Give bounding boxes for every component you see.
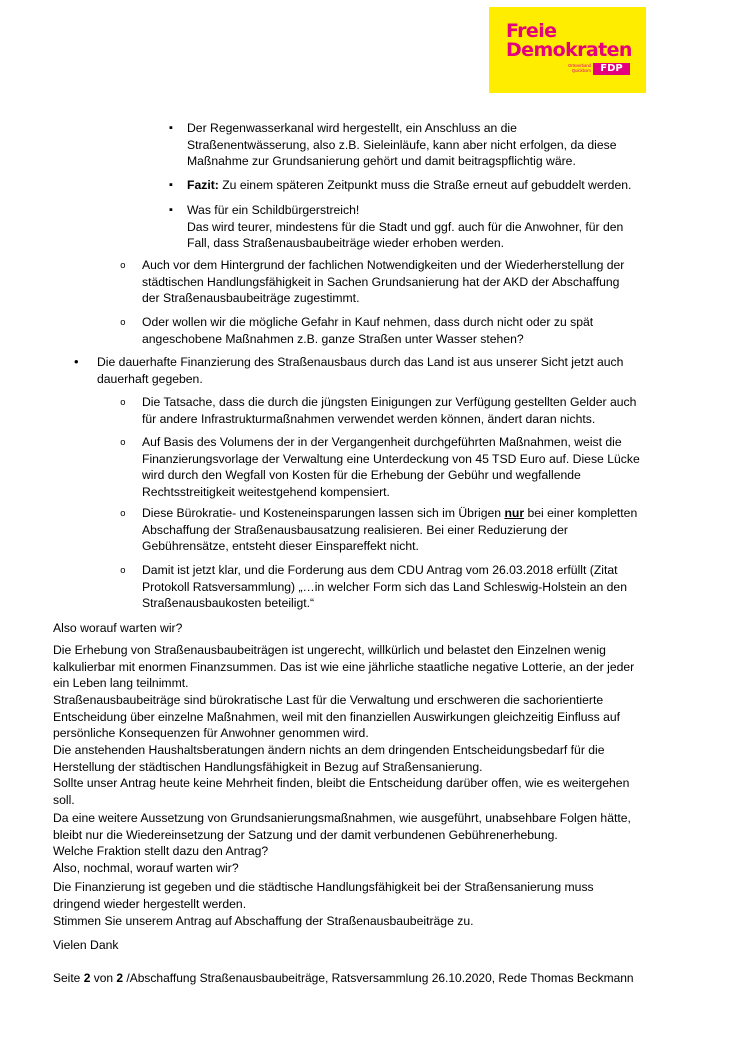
bullet-item: o Die Tatsache, dass die durch die jüngsten Einigungen zur Verfügung gestellten Gelder auch für andere Infrastrukturmaßnahmen verwendet werden können, ändert daran nichts. — [142, 394, 636, 427]
page-footer: Seite 2 von 2 /Abschaffung Straßenausbaubeiträge, Ratsversammlung 26.10.2020, Rede Thomas Beckmann — [53, 971, 634, 985]
logo-subtitle: Ortsverband Quickborn — [567, 63, 591, 73]
bullet-item: o Auch vor dem Hintergrund der fachlichen Notwendigkeiten und der Wiederherstellung der städtischen Handlungsfähigkeit in Sachen Grundsanierung hat der AKD der Abschaffung der Straßenausbaubeiträge zugestimmt. — [142, 257, 624, 307]
paragraph: Die Finanzierung ist gegeben und die städtische Handlungsfähigkeit bei der Straßensanierung muss dringend wieder hergestellt werden. — [53, 880, 594, 911]
bullet-item: ▪ Fazit: Zu einem späteren Zeitpunkt muss die Straße erneut auf gebuddelt werden. — [187, 177, 631, 194]
paragraph: Straßenausbaubeiträge sind bürokratische Last für die Verwaltung und erschweren die sachorientierte Entscheidung über einzelne Maßnahmen, weil mit den finanziellen Auswirkungen gleichzeitig Einfluss auf persönliche Konsequenzen für Anwohner genommen wird. — [53, 693, 621, 740]
emphasis-nur: nur — [504, 506, 525, 520]
fazit-label: Fazit: — [187, 178, 219, 192]
bullet-item: ▪ Was für ein Schildbürgerstreich! Das wird teurer, mindestens für die Stadt und ggf. auch für die Anwohner, für den Fall, dass Straßenausbaubeiträge wieder erhoben werden. — [187, 202, 623, 252]
paragraph: Da eine weitere Aussetzung von Grundsanierungsmaßnahmen, wie ausgeführt, unabsehbare Folgen hätte, bleibt nur die Wiedereinsetzung der Satzung und der damit verbundenen Gebührenerhebung. Welche Fraktion stellt dazu den Antrag? — [53, 811, 631, 858]
paragraph: Die Erhebung von Straßenausbaubeiträgen ist ungerecht, willkürlich und belastet den Einzelnen wenig kalkulierbar mit enormen Finanzsummen. Das ist wie eine jährliche staatliche negative Lotterie, an der jeder ein Leben lang teilnimmt. — [53, 643, 635, 690]
paragraph: Sollte unser Antrag heute keine Mehrheit finden, bleibt die Entscheidung darüber offen, wie es weitergehen soll. — [53, 776, 630, 807]
logo-badge: FDP — [593, 63, 630, 75]
logo-line2: Demokraten — [506, 39, 632, 61]
bullet-item: o Auf Basis des Volumens der in der Vergangenheit durchgeführten Maßnahmen, weist die Finanzierungsvorlage der Verwaltung eine Unterdeckung von 45 TSD Euro auf. Diese Lücke wird durch den Wegfall von Kosten für die Erhebung der Gebühr und wegfallende Rechtsstreitigkeit weitestgehend kompensiert. — [142, 434, 640, 500]
paragraph: Die anstehenden Haushaltsberatungen ändern nichts an dem dringenden Entscheidungsbedarf für die Herstellung der städtischen Handlungsfähigkeit in Bezug auf Straßensanierung. — [53, 743, 605, 774]
page-total: 2 — [116, 971, 124, 985]
bullet-item: o Damit ist jetzt klar, und die Forderung aus dem CDU Antrag vom 26.03.2018 erfüllt (Zitat Protokoll Ratsversammlung) „…in welcher Form sich das Land Schleswig-Holstein an den Straßenausbaukosten beteiligt.“ — [142, 562, 627, 612]
paragraph: Also, nochmal, worauf warten wir? — [53, 861, 239, 875]
closing: Vielen Dank — [53, 938, 119, 952]
paragraph: Also worauf warten wir? — [53, 621, 183, 635]
logo-line1: Freie — [506, 20, 557, 42]
bullet-item: • Die dauerhafte Finanzierung des Straßenausbaus durch das Land ist aus unserer Sicht jetzt auch dauerhaft gegeben. — [97, 354, 623, 387]
bullet-item: o Oder wollen wir die mögliche Gefahr in Kauf nehmen, dass durch nicht oder zu spät angeschobene Maßnahmen z.B. ganze Straßen unter Wasser stehen? — [142, 314, 593, 347]
page-number: 2 — [83, 971, 91, 985]
bullet-item: o Diese Bürokratie- und Kosteneinsparungen lassen sich im Übrigen nur bei einer kompletten Abschaffung der Straßenausbausatzung realisieren. Bei einer Reduzierung der Gebührensätze, entsteht dieser Einspareffekt nicht. — [142, 505, 637, 555]
fdp-logo — [489, 7, 646, 93]
bullet-item: ▪ Der Regenwasserkanal wird hergestellt, ein Anschluss an die Straßenentwässerung, also z.B. Sieleinläufe, kann aber nicht erfolgen, da diese Maßnahme zur Grundsanierung gehört und damit beitragspflichtig wäre. — [187, 120, 617, 170]
paragraph: Stimmen Sie unserem Antrag auf Abschaffung der Straßenausbaubeiträge zu. — [53, 914, 474, 928]
